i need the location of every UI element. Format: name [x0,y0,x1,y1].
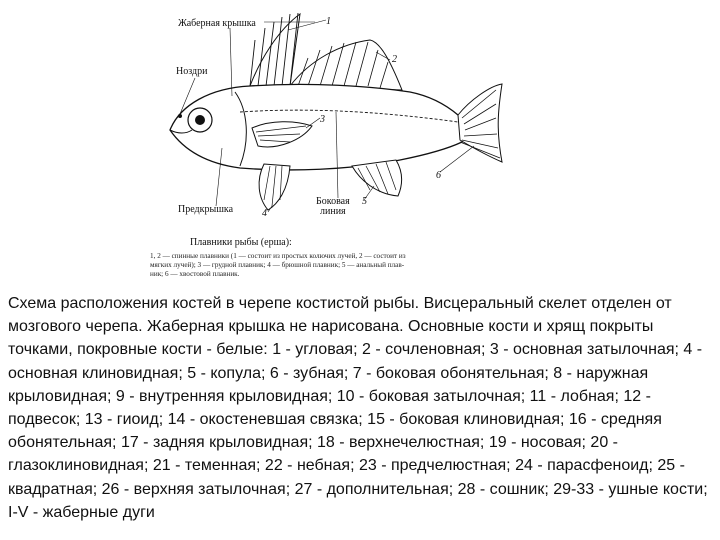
nostril [178,114,182,118]
figure-caption-title: Плавники рыбы (ерша): [190,237,292,248]
anal-fin [352,160,402,196]
document-caption: Схема расположения костей в черепе костистой рыбы. Висцеральный скелет отделен от мозгового черепа. Жаберная крышка не нарисована. Основные кости и хрящ покрыты точками, покровные кости - белые: 1 - угловая; 2 - сочленовная; 3 - основная затылочная; 4 - основная клиновидная; 5 - копула; 6 - зубная; 7 - боковая обонятельная; 8 - наружная крыловидная; 9 - внутренняя крыловидная; 10 - боковая затылочная; 11 - лобная; 12 - подвесок; 13 - гиоид; 14 - окостеневшая связка; 15 - боковая клиновидная; 16 - средняя обонятельная; 17 - задняя крыловидная; 18 - верхнечелюстная; 19 - носовая; 20 - глазоклиновидная; 21 - теменная; 22 - небная; 23 - предчелюстная; 24 - парасфеноид; 25 - квадратная; 26 - верхняя затылочная; 27 - дополнительная; 28 - сошник; 29-33 - ушные кости; I-V - жаберные дуги [8,295,708,521]
fin-number-4: 4 [262,208,267,219]
fish-body [170,84,465,170]
figure-caption-line: мягких лучей); 3 — грудной плавник; 4 — брюшной плавник; 5 — анальный плав- [150,261,405,269]
fin-number-2: 2 [392,54,397,65]
fin-number-5: 5 [362,196,367,207]
dorsal-fin-soft [290,40,402,90]
label-lateral-line-1: Боковая [316,196,350,207]
label-nostrils: Ноздри [176,66,208,77]
tail-fin [458,84,502,162]
dorsal-fin-spiny [250,13,300,86]
fin-number-6: 6 [436,170,441,181]
figure-caption-line: 1, 2 — спинные плавники (1 — состоит из простых колючих лучей, 2 — состоит из [150,252,406,260]
fish-fin-diagram [140,0,560,288]
fin-number-3: 3 [320,114,325,125]
label-lateral-line-2: линия [320,206,346,217]
label-operculum: Жаберная крышка [178,18,256,29]
label-preoperculum: Предкрышка [178,204,234,215]
pelvic-fin [259,164,290,210]
fin-number-1: 1 [326,16,331,27]
figure-caption-line: ник; 6 — хвостовой плавник. [150,270,240,278]
